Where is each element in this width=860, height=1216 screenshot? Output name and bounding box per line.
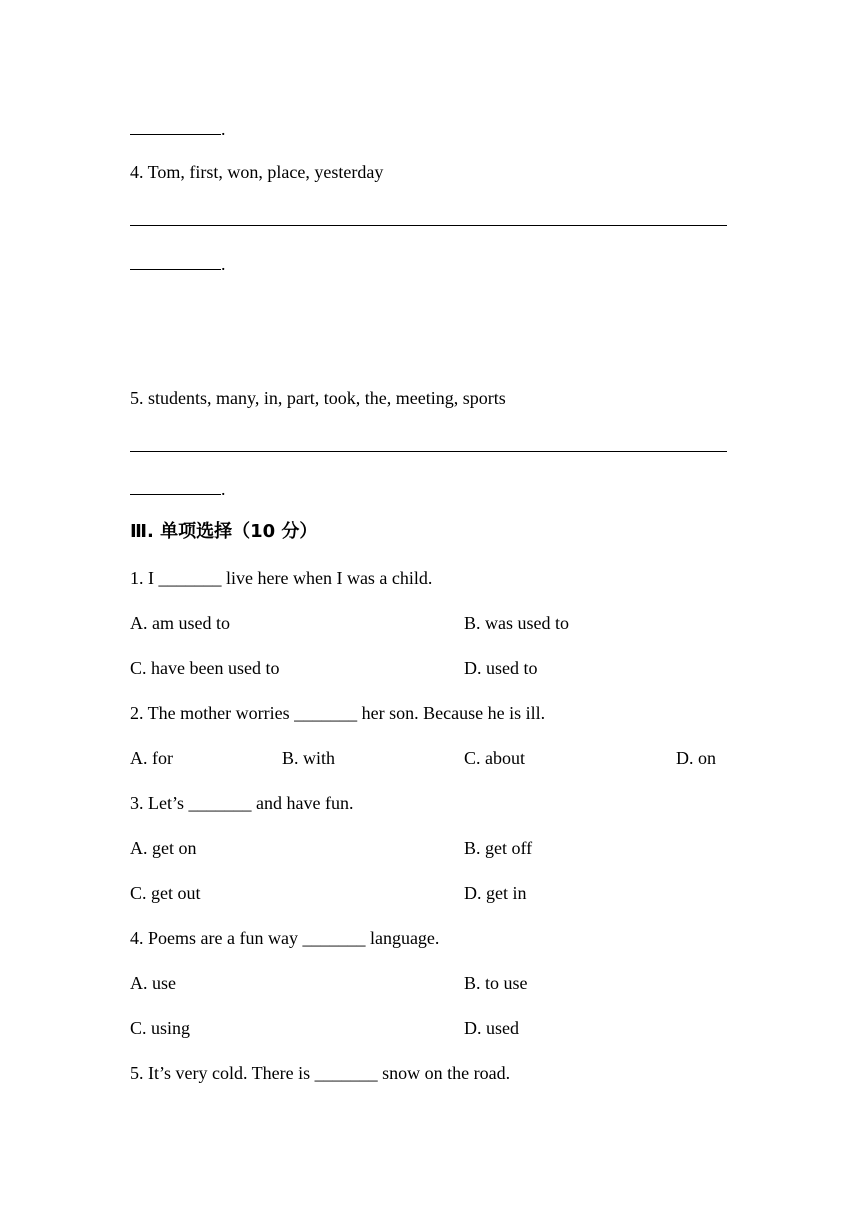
q4-answer-tail: .: [130, 253, 226, 275]
choice-q4-stem: 4. Poems are a fun way _______ language.: [130, 928, 440, 948]
choice-q1-option-b[interactable]: B. was used to: [464, 613, 569, 633]
choice-q2-stem: 2. The mother worries _______ her son. Because he is ill.: [130, 703, 546, 723]
choice-q4-option-c[interactable]: C. using: [130, 1018, 191, 1038]
q4-answer-line[interactable]: [130, 225, 727, 226]
choice-q3-option-d[interactable]: D. get in: [464, 883, 527, 903]
rewrite-q4-prompt: 4. Tom, first, won, place, yesterday: [130, 162, 384, 182]
answer-blank[interactable]: [130, 255, 221, 270]
choice-q2-option-d[interactable]: D. on: [676, 748, 716, 768]
choice-q2-option-c[interactable]: C. about: [464, 748, 525, 768]
choice-q3-option-b[interactable]: B. get off: [464, 838, 533, 858]
choice-q1-option-c[interactable]: C. have been used to: [130, 658, 280, 678]
choice-q4-option-a[interactable]: A. use: [130, 973, 176, 993]
choice-q3-stem: 3. Let’s _______ and have fun.: [130, 793, 354, 813]
choice-q5-stem: 5. It’s very cold. There is _______ snow on the road.: [130, 1063, 511, 1083]
q5-answer-line[interactable]: [130, 451, 727, 452]
choice-q2-option-b[interactable]: B. with: [282, 748, 336, 768]
choice-q2-option-a[interactable]: A. for: [130, 748, 173, 768]
choice-q1-option-d[interactable]: D. used to: [464, 658, 538, 678]
answer-blank[interactable]: [130, 480, 221, 495]
q5-answer-tail: .: [130, 478, 226, 500]
answer-blank[interactable]: [130, 120, 221, 135]
choice-q3-option-c[interactable]: C. get out: [130, 883, 201, 903]
choice-q4-option-d[interactable]: D. used: [464, 1018, 519, 1038]
q3-answer-tail: .: [130, 118, 226, 140]
choice-q1-option-a[interactable]: A. am used to: [130, 613, 230, 633]
choice-q4-option-b[interactable]: B. to use: [464, 973, 528, 993]
section-heading: Ⅲ. 单项选择（10 分）: [130, 521, 318, 542]
rewrite-q5-prompt: 5. students, many, in, part, took, the, meeting, sports: [130, 388, 506, 408]
choice-q1-stem: 1. I _______ live here when I was a child.: [130, 568, 433, 588]
choice-q3-option-a[interactable]: A. get on: [130, 838, 197, 858]
